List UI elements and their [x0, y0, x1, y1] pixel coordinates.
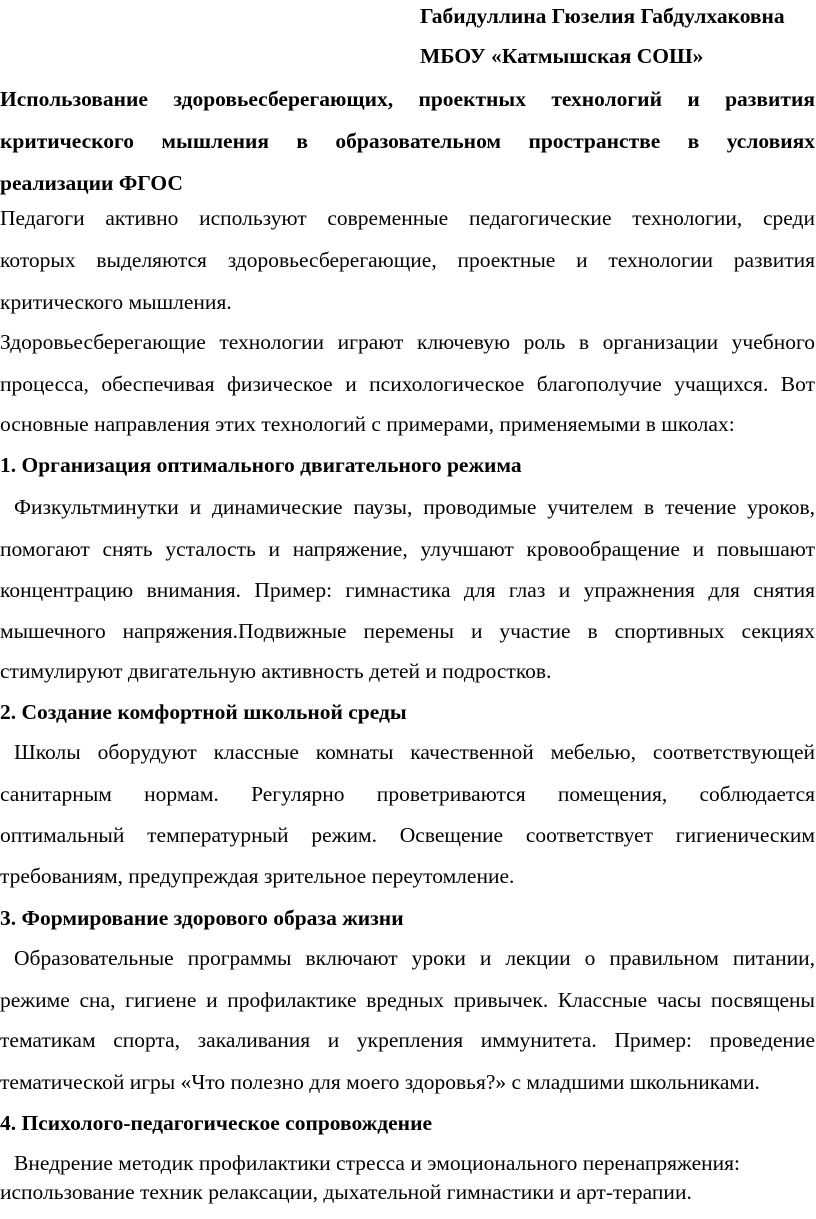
intro-paragraph-line: которых выделяются здоровьесберегающие, проектные и технологии развития [0, 248, 815, 272]
section-text-line: оптимальный температурный режим. Освещение соответствует гигиеническим [0, 823, 815, 847]
section-text-line: мышечного напряжения.Подвижные перемены и участие в спортивных секциях [0, 619, 815, 643]
section-text-line: Внедрение методик профилактики стресса и эмоционального перенапряжения: [14, 1151, 741, 1175]
author-name: Габидуллина Гюзелия Габдулхаковна [420, 4, 785, 28]
section-text-line: Образовательные программы включают уроки и лекции о правильном питании, [14, 946, 815, 970]
section-text-line: Физкультминутки и динамические паузы, проводимые учителем в течение уроков, [14, 495, 815, 519]
section-text-line: помогают снять усталость и напряжение, улучшают кровообращение и повышают [0, 537, 815, 561]
section-text-line: режиме сна, гигиене и профилактике вредных привычек. Классные часы посвящены [0, 988, 815, 1012]
section-text-line: санитарным нормам. Регулярно проветриваются помещения, соблюдается [0, 782, 815, 806]
intro-paragraph-line: Педагоги активно используют современные педагогические технологии, среди [0, 206, 815, 230]
section-text-line: концентрацию внимания. Пример: гимнастика для глаз и упражнения для снятия [0, 578, 815, 602]
section-text-line: тематикам спорта, закаливания и укрепления иммунитета. Пример: проведение [0, 1028, 815, 1052]
section-text-line: использование техник релаксации, дыхательной гимнастики и арт-терапии. [0, 1180, 692, 1204]
body-paragraph-line: процесса, обеспечивая физическое и психологическое благополучие учащихся. Вот [0, 372, 815, 396]
section-heading: 4. Психолого-педагогическое сопровождение [0, 1111, 433, 1135]
school-name: МБОУ «Катмышская СОШ» [420, 44, 704, 68]
document-title-line: критического мышления в образовательном пространстве в условиях [0, 129, 815, 153]
body-paragraph-line: Здоровьесберегающие технологии играют ключевую роль в организации учебного [0, 330, 815, 354]
section-text-line: требованиям, предупреждая зрительное переутомление. [0, 864, 515, 888]
body-paragraph-line: основные направления этих технологий с примерами, применяемыми в школах: [0, 412, 735, 436]
intro-paragraph-line: критического мышления. [0, 290, 232, 314]
section-text-line: тематической игры «Что полезно для моего здоровья?» с младшими школьниками. [0, 1070, 760, 1094]
section-text-line: стимулируют двигательную активность детей и подростков. [0, 659, 552, 683]
section-heading: 3. Формирование здорового образа жизни [0, 906, 404, 930]
document-title-line: Использование здоровьесберегающих, проектных технологий и развития [0, 87, 815, 111]
section-heading: 2. Создание комфортной школьной среды [0, 700, 407, 724]
section-text-line: Школы оборудуют классные комнаты качественной мебелью, соответствующей [14, 740, 815, 764]
section-heading: 1. Организация оптимального двигательного режима [0, 453, 522, 477]
document-title-line: реализации ФГОС [0, 171, 183, 195]
